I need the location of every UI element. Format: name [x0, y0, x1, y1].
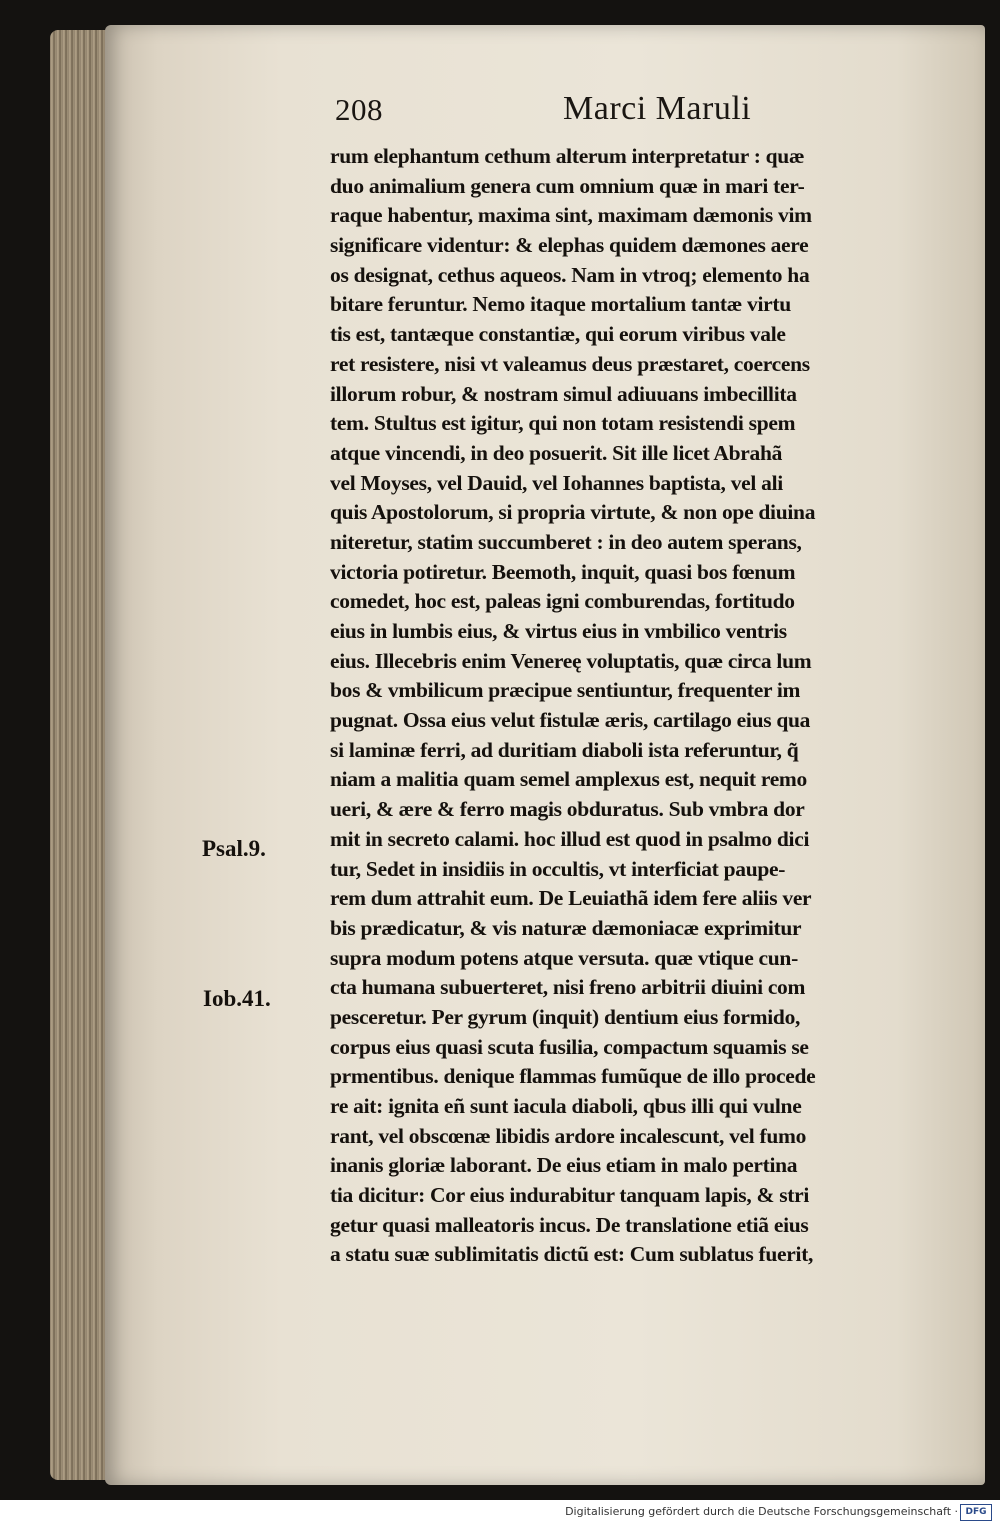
- text-line: quis Apostolorum, si propria virtute, & non ope diuina: [330, 500, 816, 525]
- text-line: raque habentur, maxima sint, maximam dæmonis vim: [330, 203, 812, 228]
- body-text: [330, 142, 966, 1270]
- text-line: vel Moyses, vel Dauid, vel Iohannes baptista, vel ali: [330, 470, 783, 495]
- dfg-logo: DFG: [960, 1504, 992, 1521]
- text-line: niam a malitia quam semel amplexus est, nequit remo: [330, 767, 807, 792]
- text-line: cta humana subuerteret, nisi freno arbitrii diuini com: [330, 975, 806, 1000]
- text-line: ret resistere, nisi vt valeamus deus præstaret, coercens: [330, 351, 810, 376]
- text-line: tis est, tantæque constantiæ, qui eorum viribus vale: [330, 322, 786, 347]
- text-line: rem dum attrahit eum. De Leuiathã idem fere aliis ver: [330, 886, 812, 911]
- digitization-footer: [0, 1500, 1000, 1524]
- marginal-note-psalm: Psal.9.: [202, 836, 266, 861]
- text-line: atque vincendi, in deo posuerit. Sit ille licet Abrahã: [330, 440, 783, 465]
- text-line: duo animalium genera cum omnium quæ in mari ter-: [330, 173, 805, 198]
- text-line: bos & vmbilicum præcipue sentiuntur, frequenter im: [330, 678, 801, 703]
- text-line: prmentibus. denique flammas fumũque de illo procede: [330, 1064, 816, 1089]
- text-line: pesceretur. Per gyrum (inquit) dentium eius formido,: [330, 1004, 801, 1029]
- text-line: significare videntur: & elephas quidem dæmones aere: [330, 233, 809, 258]
- text-line: pugnat. Ossa eius velut fistulæ æris, cartilago eius qua: [330, 708, 811, 733]
- text-line: victoria potiretur. Beemoth, inquit, quasi bos fœnum: [330, 559, 796, 584]
- text-line: bitare feruntur. Nemo itaque mortalium tantæ virtu: [330, 292, 791, 317]
- marginal-note-job: Iob.41.: [203, 986, 271, 1011]
- text-line: si laminæ ferri, ad duritiam diaboli ista referuntur, q̃: [330, 737, 799, 762]
- text-line: corpus eius quasi scuta fusilia, compactum squamis se: [330, 1034, 809, 1059]
- text-line: os designat, cethus aqueos. Nam in vtroq; elemento ha: [330, 262, 810, 287]
- text-line: getur quasi malleatoris incus. De translatione etiã eius: [330, 1212, 809, 1237]
- text-line: mit in secreto calami. hoc illud est quod in psalmo dici: [330, 826, 810, 851]
- text-line: supra modum potens atque versuta. quæ vtique cun-: [330, 945, 798, 970]
- running-title: Marci Maruli: [563, 90, 752, 127]
- text-line: comedet, hoc est, paleas igni comburendas, fortitudo: [330, 589, 795, 614]
- text-line: rant, vel obscœnæ libidis ardore incalescunt, vel fumo: [330, 1123, 807, 1148]
- page-number: 208: [335, 92, 383, 127]
- text-line: eius. Illecebris enim Venereę voluptatis, quæ circa lum: [330, 648, 812, 673]
- text-line: bis prædicatur, & vis naturæ dæmoniacæ exprimitur: [330, 915, 802, 940]
- text-line: illorum robur, & nostram simul adiuuans imbecillita: [330, 381, 797, 406]
- text-line: tur, Sedet in insidiis in occultis, vt interficiat paupe-: [330, 856, 786, 881]
- text-line: rum elephantum cethum alterum interpretatur : quæ: [330, 144, 805, 168]
- text-line: tem. Stultus est igitur, qui non totam resistendi spem: [330, 411, 796, 436]
- text-line: eius in lumbis eius, & virtus eius in vmbilico ventris: [330, 619, 787, 643]
- page-header: [335, 92, 815, 138]
- text-line: a statu suæ sublimitatis dictũ est: Cum sublatus fuerit,: [330, 1242, 814, 1267]
- text-line: tia dicitur: Cor eius indurabitur tanquam lapis, & stri: [330, 1183, 810, 1208]
- text-line: ueri, & ære & ferro magis obduratus. Sub vmbra dor: [330, 797, 805, 822]
- text-line: re ait: ignita eñ sunt iacula diaboli, qbus illi qui vulne: [330, 1094, 802, 1118]
- funding-credit: Digitalisierung gefördert durch die Deutsche Forschungsgemeinschaft ·: [565, 1505, 958, 1518]
- text-line: inanis gloriæ laborant. De eius etiam in malo pertina: [330, 1153, 798, 1178]
- text-line: niteretur, statim succumberet : in deo autem sperans,: [330, 529, 802, 554]
